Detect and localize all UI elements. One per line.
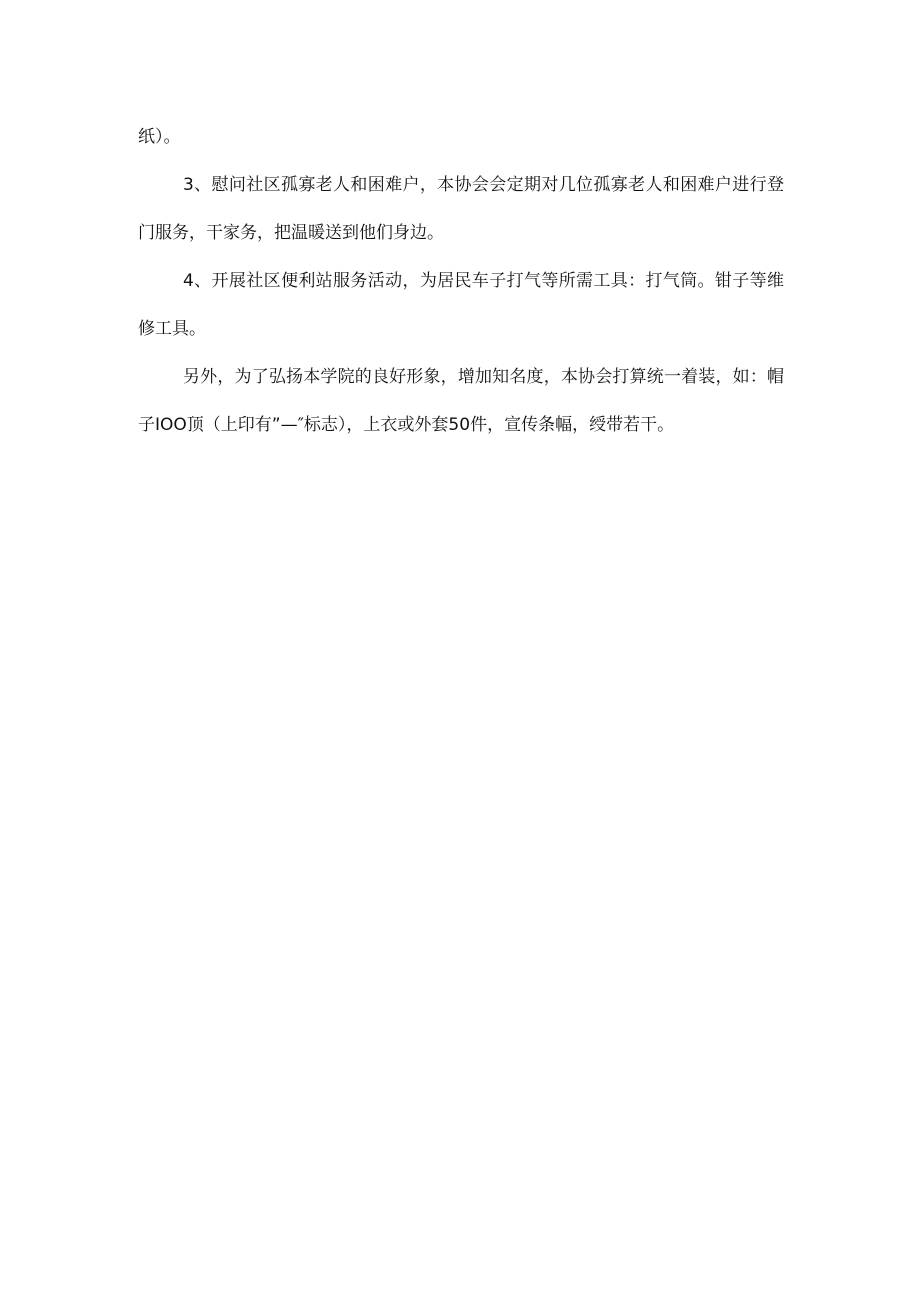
paragraph-continuation: 纸）。 bbox=[138, 127, 181, 147]
paragraph-item-4: 4、开展社区便利站服务活动，为居民车子打气等所需工具：打气筒。钳子等维修工具。 bbox=[138, 271, 784, 339]
paragraph-item-3: 3、慰问社区孤寡老人和困难户，本协会会定期对几位孤寡老人和困难户进行登门服务，干家务，把温暖送到他们身边。 bbox=[138, 175, 784, 243]
document-body bbox=[138, 113, 784, 449]
paragraph-uniform-plan: 另外，为了弘扬本学院的良好形象，增加知名度，本协会打算统一着装，如：帽子IOO顶（上印有”—″标志），上衣或外套50件，宣传条幅，绶带若干。 bbox=[138, 367, 784, 435]
